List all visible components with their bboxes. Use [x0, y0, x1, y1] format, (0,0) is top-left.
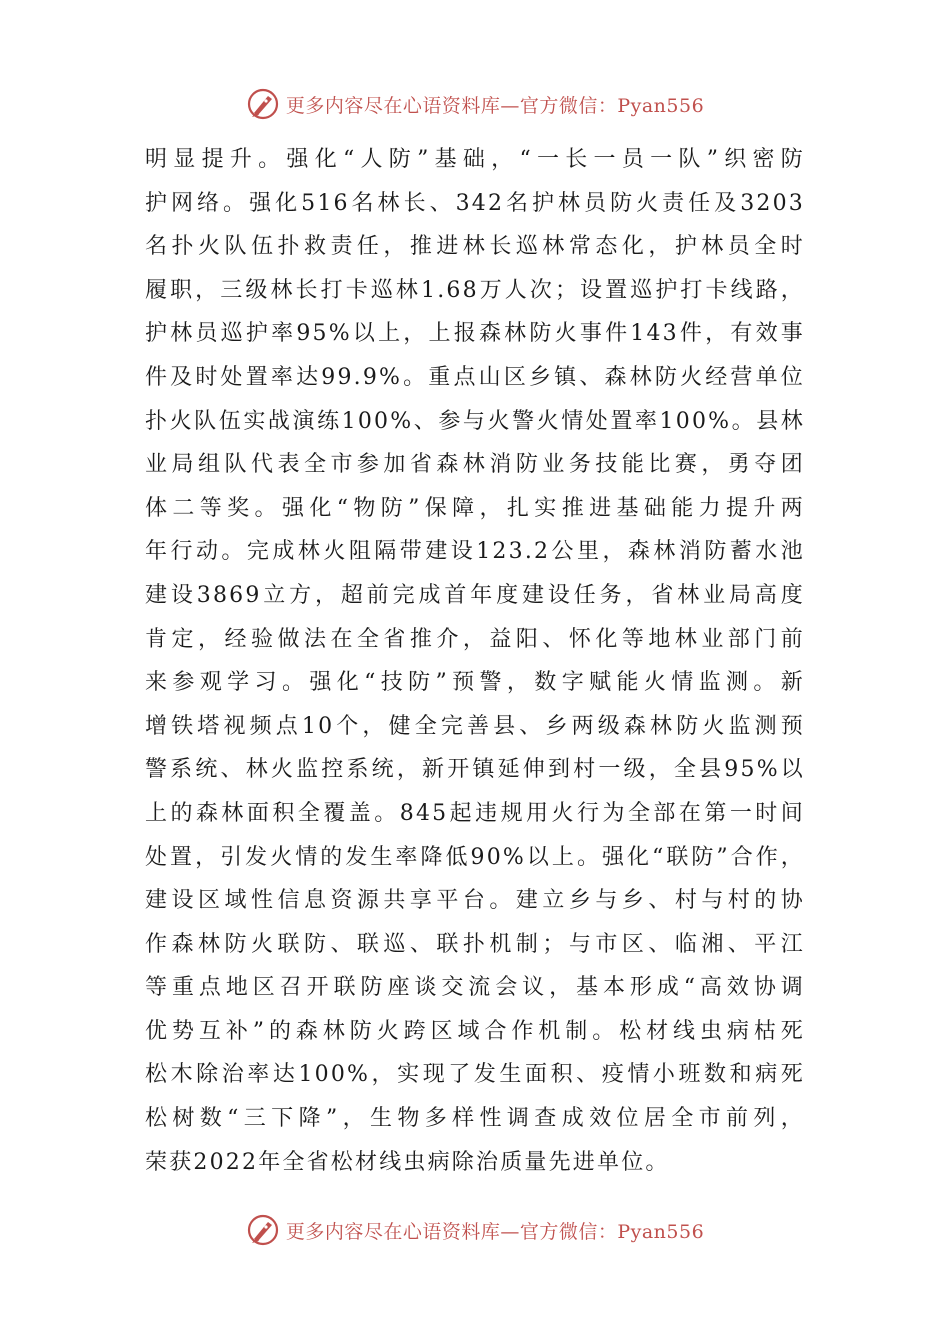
body-text-line: 年行动。完成林火阻隔带建设123.2公里，森林消防蓄水池 — [145, 539, 805, 565]
body-text-line: 等重点地区召开联防座谈交流会议，基本形成“高效协调 — [145, 975, 805, 1001]
body-paragraph — [145, 138, 805, 1184]
body-text-line: 增铁塔视频点10个，健全完善县、乡两级森林防火监测预 — [145, 713, 805, 739]
pen-nib-circle-icon — [246, 1213, 280, 1247]
pen-nib-circle-icon — [246, 87, 280, 121]
body-text-line: 体二等奖。强化“物防”保障，扎实推进基础能力提升两 — [145, 495, 805, 521]
body-text-line: 履职，三级林长打卡巡林1.68万人次；设置巡护打卡线路， — [145, 277, 805, 303]
body-text-line: 护林员巡护率95%以上，上报森林防火事件143件，有效事 — [145, 321, 805, 347]
body-text-line: 优势互补”的森林防火跨区域合作机制。松材线虫病枯死 — [145, 1018, 805, 1044]
body-text-line: 名扑火队伍扑救责任，推进林长巡林常态化，护林员全时 — [145, 234, 805, 260]
body-text-line: 建设3869立方，超前完成首年度建设任务，省林业局高度 — [145, 582, 805, 608]
body-text-line: 来参观学习。强化“技防”预警，数字赋能火情监测。新 — [145, 670, 805, 696]
body-text-line: 肯定，经验做法在全省推介，益阳、怀化等地林业部门前 — [145, 626, 805, 652]
body-text-line: 上的森林面积全覆盖。845起违规用火行为全部在第一时间 — [145, 800, 805, 826]
footer-banner-text: 更多内容尽在心语资料库—官方微信：Pyan556 — [285, 1220, 705, 1243]
header-banner — [0, 84, 950, 124]
footer-banner — [0, 1210, 950, 1250]
body-text-line: 业局组队代表全市参加省森林消防业务技能比赛，勇夺团 — [145, 452, 805, 478]
body-text-line: 作森林防火联防、联巡、联扑机制；与市区、临湘、平江 — [145, 931, 805, 957]
body-text-line: 件及时处置率达99.9%。重点山区乡镇、森林防火经营单位 — [145, 364, 805, 390]
body-text-line: 明显提升。强化“人防”基础，“一长一员一队”织密防 — [145, 147, 805, 172]
body-text-line: 松木除治率达100%，实现了发生面积、疫情小班数和病死 — [145, 1062, 805, 1088]
body-text-line: 松树数“三下降”，生物多样性调查成效位居全市前列， — [145, 1106, 805, 1132]
body-text-line: 处置，引发火情的发生率降低90%以上。强化“联防”合作， — [145, 844, 805, 870]
body-text-line: 建设区域性信息资源共享平台。建立乡与乡、村与村的协 — [145, 888, 805, 914]
body-text-line: 警系统、林火监控系统，新开镇延伸到村一级，全县95%以 — [145, 757, 805, 783]
header-banner-text: 更多内容尽在心语资料库—官方微信：Pyan556 — [285, 94, 705, 117]
body-text-line: 护网络。强化516名林长、342名护林员防火责任及3203 — [145, 190, 805, 216]
body-text-line: 荣获2022年全省松材线虫病除治质量先进单位。 — [145, 1149, 670, 1175]
body-text-line: 扑火队伍实战演练100%、参与火警火情处置率100%。县林 — [145, 408, 805, 434]
